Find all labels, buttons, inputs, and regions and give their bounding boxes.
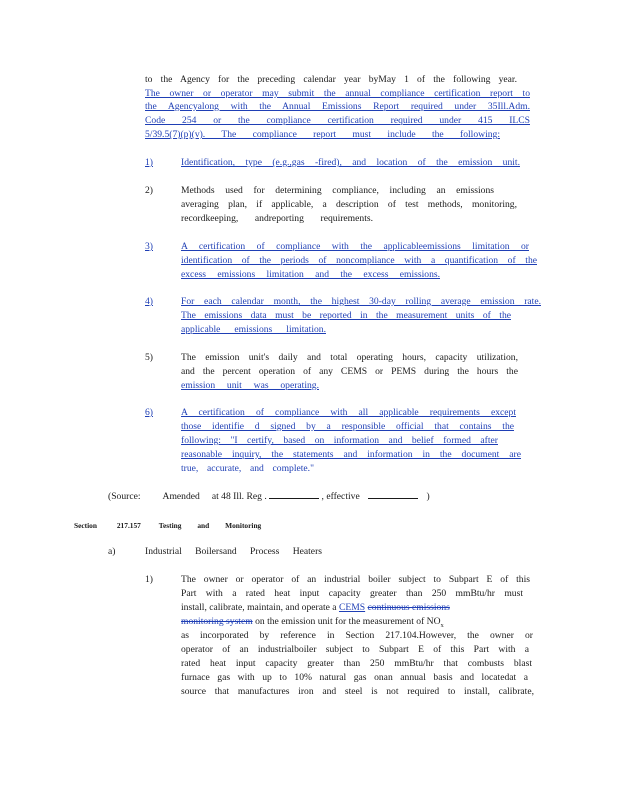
source-note: [108, 490, 430, 503]
deleted-text: continuous emissions: [367, 602, 450, 613]
text-line: as incorporated by reference in Section 217.104.However, the owner or: [181, 630, 533, 641]
text-line: applicable emissions limitation.: [181, 324, 326, 335]
section-label: Section: [74, 521, 97, 530]
text-line: the Agencyalong with the Annual Emissions Report required under 35Ill.Adm.: [145, 101, 530, 112]
text-line: The owner or operator may submit the annual compliance certification report to: [145, 88, 530, 99]
text-line: The emission unit's daily and total operating hours, capacity utilization,: [181, 352, 518, 363]
text-line: furnace gas with up to 10% natural gas onan annual basis and locatedat a: [181, 672, 528, 683]
inserted-text: CEMS: [338, 602, 366, 613]
section-number: 217.157: [116, 521, 141, 530]
text-line: A certification of compliance with the applicableemissions limitation or: [181, 241, 529, 252]
text-line: A certification of compliance with all applicable requirements except: [181, 407, 516, 418]
text-line: operator of an industrialboiler subject to Subpart E of this Part with a: [181, 644, 529, 655]
text-line: identification of the periods of noncompliance with a quantification of the: [181, 255, 537, 266]
item-number: 5): [145, 352, 153, 363]
text-segment: install, calibrate, maintain, and operate a: [181, 602, 337, 613]
text-line: reasonable inquiry, the statements and information in the document are: [181, 449, 521, 460]
text-line: Part with a rated heat input capacity greater than 250 mmBtu/hr must: [181, 588, 523, 599]
text-line: Identification, type (e.g.,gas -fired), and location of the emission unit.: [181, 157, 520, 168]
text-line: source that manufactures iron and steel is not required to install, calibrate,: [181, 686, 534, 697]
source-close: ): [426, 491, 430, 502]
subscript-text: x: [440, 621, 444, 629]
text-line: rated heat input capacity greater than 250 mmBtu/hr that combusts blast: [181, 658, 532, 669]
text-line: averaging plan, if applicable, a description of test methods, monitoring,: [181, 199, 517, 210]
text-segment: on the emission unit for the measurement of NO: [255, 616, 441, 627]
text-line: following: "I certify, based on information and belief formed after: [181, 435, 498, 446]
text-line: Methods used for determining compliance, including an emissions: [181, 185, 494, 196]
item-number: 3): [145, 241, 153, 252]
effective-date-blank: [368, 490, 418, 499]
text-line: The owner or operator of an industrial boiler subject to Subpart E of this: [181, 574, 530, 585]
section-title: and: [197, 521, 210, 530]
source-register: at 48 Ill. Reg .: [211, 491, 267, 502]
subsection-title: Industrial Boilersand Process Heaters: [145, 546, 322, 557]
text-line: true, accurate, and complete.": [181, 463, 314, 474]
source-effective: , effective: [321, 491, 360, 502]
text-line: For each calendar month, the highest 30-day rolling average emission rate.: [181, 296, 541, 307]
text-line: recordkeeping, andreporting requirements.: [181, 213, 373, 224]
text-line: The emissions data must be reported in the measurement units of the: [181, 310, 511, 321]
item-number: 1): [145, 157, 153, 168]
item-number: 4): [145, 296, 153, 307]
source-prefix: (Source:: [108, 491, 141, 502]
item-number: 2): [145, 185, 153, 196]
section-title: Monitoring: [225, 521, 262, 530]
section-heading: [74, 520, 261, 532]
register-page-blank: [269, 490, 319, 499]
text-line: and the percent operation of any CEMS or PEMS during the hours the: [181, 366, 518, 377]
text-line: emission unit was operating.: [181, 380, 319, 391]
text-line: 5/39.5(7)(p)(v). The compliance report must include the following:: [145, 129, 500, 140]
deleted-text: monitoring system: [181, 616, 253, 627]
item-number: 1): [145, 574, 153, 585]
text-line: those identifie d signed by a responsible official that contains the: [181, 421, 514, 432]
text-line: [181, 602, 521, 614]
text-line: to the Agency for the preceding calendar year byMay 1 of the following year.: [145, 74, 517, 85]
source-amended: Amended: [162, 491, 200, 502]
text-line: excess emissions limitation and the excess emissions.: [181, 269, 440, 280]
text-line: Code 254 or the compliance certification required under 415 ILCS: [145, 115, 530, 126]
subsection-letter: a): [108, 546, 116, 557]
item-number: 6): [145, 407, 153, 418]
section-title: Testing: [158, 521, 182, 530]
